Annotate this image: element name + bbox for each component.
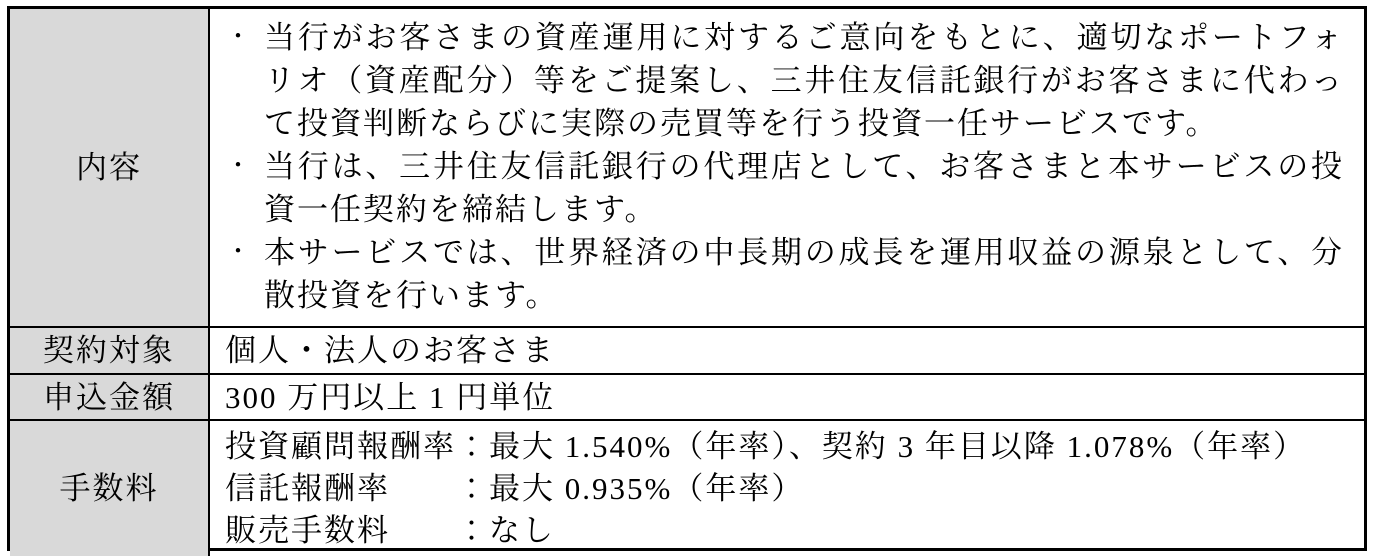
row-header-application-amount: 申込金額 xyxy=(10,373,210,419)
fee-line-advisory xyxy=(225,426,1350,468)
overview-cell xyxy=(210,9,1364,326)
fee-value: ：最大 1.540%（年率）、契約 3 年目以降 1.078%（年率） xyxy=(456,429,1307,464)
application-amount-text: 300 万円以上 1 円単位 xyxy=(225,379,556,415)
bullet-text: 当行がお客さまの資産運用に対するご意向をもとに、適切なポートフォリオ（資産配分）等をご提案し、三井住友信託銀行がお客さまに代わって投資判断ならびに実際の売買等を行う投資一任サービスです。 xyxy=(264,20,1344,141)
fee-label: 販売手数料 xyxy=(225,513,390,548)
bullet-icon: ・ xyxy=(226,239,252,265)
bullet-icon: ・ xyxy=(226,24,252,50)
fee-label: 投資顧問報酬率 xyxy=(225,429,456,464)
fee-value: ：最大 0.935%（年率） xyxy=(456,471,805,506)
service-terms-table xyxy=(7,6,1367,551)
fee-line-sales xyxy=(225,510,1350,552)
row-header-fees: 手数料 xyxy=(10,419,210,556)
contract-target-cell xyxy=(210,326,1364,373)
bullet-text: 本サービスでは、世界経済の中長期の成長を運用収益の源泉として、分散投資を行います。 xyxy=(264,235,1344,313)
fee-value: ：なし xyxy=(456,513,555,548)
bullet-item xyxy=(226,145,1344,231)
row-header-overview: 内容 xyxy=(10,9,210,326)
contract-target-text: 個人・法人のお客さま xyxy=(225,333,555,368)
fee-label: 信託報酬率 xyxy=(225,471,390,506)
row-header-contract-target: 契約対象 xyxy=(10,326,210,373)
bullet-item xyxy=(226,16,1344,145)
bullet-text: 当行は、三井住友信託銀行の代理店として、お客さまと本サービスの投資一任契約を締結します。 xyxy=(264,149,1344,227)
fees-cell xyxy=(210,419,1364,556)
fee-line-trust xyxy=(225,468,1350,510)
application-amount-cell xyxy=(210,373,1364,419)
bullet-item xyxy=(226,231,1344,317)
bullet-icon: ・ xyxy=(226,153,252,179)
